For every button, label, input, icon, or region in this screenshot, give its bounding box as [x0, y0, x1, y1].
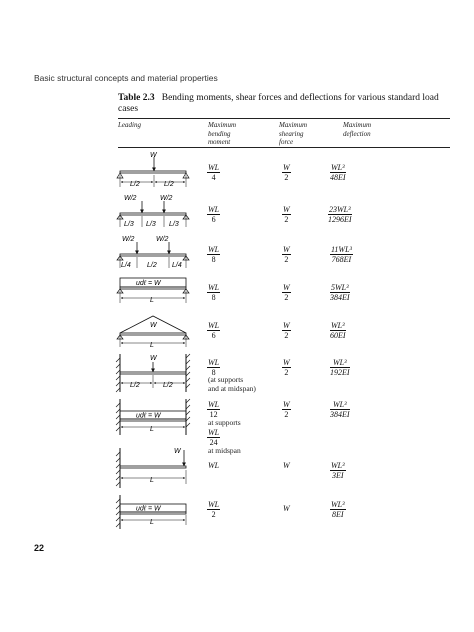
diagram-row-3	[118, 234, 188, 272]
label-udl: udℓ = W	[136, 505, 161, 513]
label-l: L	[150, 519, 154, 526]
row3-deflection: $\frac{\text{11WL³}}{768EI}$	[331, 245, 352, 264]
header-rule	[118, 147, 450, 148]
row1-moment: $\frac{WL}{4}$	[208, 163, 220, 182]
header-shear: Maximum shearing force	[279, 121, 307, 146]
row7-shear: $\frac{W}{2}$	[283, 400, 290, 419]
row5-deflection: $\frac{\text{WL³}}{60EI}$	[330, 321, 346, 340]
row6-moment: $\frac{WL}{8}$	[208, 358, 220, 377]
label-w2-d: W/2	[156, 236, 169, 243]
label-w: W	[150, 355, 157, 362]
label-l: L	[150, 477, 154, 484]
diagram-row-7	[114, 397, 192, 437]
row1-deflection: $\frac{\text{WL³}}{48EI}$	[330, 163, 346, 182]
top-rule	[118, 118, 450, 119]
diagram-row-4	[118, 276, 188, 308]
table-title: Bending moments, shear forces and deflections for various standard load cases	[118, 93, 439, 114]
label-l3-b: L/3	[146, 221, 156, 228]
label-l3-c: L/3	[169, 221, 179, 228]
label-l3-a: L/3	[124, 221, 134, 228]
diagram-row-5	[116, 313, 190, 349]
row2-deflection: $\frac{\text{23WL³}}{1296EI}$	[328, 205, 352, 224]
table-number: Table 2.3	[118, 93, 155, 103]
row7-moment-note: at supports	[208, 418, 241, 427]
row4-moment: $\frac{WL}{8}$	[208, 283, 220, 302]
row4-shear: $\frac{W}{2}$	[283, 283, 290, 302]
label-w2-a: W/2	[124, 195, 137, 202]
diagram-row-2	[118, 193, 188, 231]
row4-deflection: $\frac{\text{5WL³}}{384EI}$	[330, 283, 350, 302]
label-l2-c: L/2	[147, 262, 157, 269]
row3-shear: $\frac{W}{2}$	[283, 245, 290, 264]
row2-shear: $\frac{W}{2}$	[283, 205, 290, 224]
label-l2-b: L/2	[163, 382, 173, 389]
label-w2-b: W/2	[160, 195, 173, 202]
row9-moment: $\frac{WL}{2}$	[208, 500, 220, 519]
row6-moment-note: (at supports and at midspan)	[208, 375, 256, 393]
row2-moment: $\frac{WL}{6}$	[208, 205, 220, 224]
row8-shear: W	[283, 461, 290, 470]
row7-deflection: $\frac{\text{WL³}}{384EI}$	[330, 400, 350, 419]
row9-deflection: $\frac{\text{WL³}}{8EI}$	[331, 500, 345, 519]
row8-moment: WL	[208, 461, 220, 470]
label-l2-b: L/2	[164, 181, 174, 188]
row3-moment: $\frac{WL}{8}$	[208, 245, 220, 264]
label-l: L	[150, 297, 154, 304]
row9-shear: W	[283, 504, 290, 513]
header-deflection: Maximum deflection	[343, 121, 371, 138]
row7-moment2-note: at midspan	[208, 446, 241, 455]
diagram-row-8	[114, 446, 194, 490]
label-l: L	[150, 426, 154, 433]
diagram-row-9	[114, 493, 194, 531]
label-l2-a: L/2	[130, 181, 140, 188]
row7-moment-midspan: $\frac{WL}{24}$	[208, 428, 220, 447]
label-l4-a: L/4	[121, 262, 131, 269]
row7-moment: $\frac{WL}{12}$	[208, 400, 220, 419]
row6-deflection: $\frac{\text{WL³}}{192EI}$	[330, 358, 350, 377]
label-udl: udℓ = W	[136, 412, 161, 420]
running-head: Basic structural concepts and material properties	[34, 73, 218, 83]
label-w2-c: W/2	[122, 236, 135, 243]
header-loading: Leading	[118, 121, 141, 129]
label-w: W	[150, 152, 157, 159]
label-l4-b: L/4	[172, 262, 182, 269]
label-w: W	[150, 322, 157, 329]
page-number: 22	[34, 543, 45, 553]
header-moment: Maximum bending moment	[208, 121, 236, 146]
label-l2-a: L/2	[130, 382, 140, 389]
row6-shear: $\frac{W}{2}$	[283, 358, 290, 377]
row8-deflection: $\frac{\text{WL³}}{3EI}$	[331, 461, 345, 480]
table-caption	[118, 93, 448, 115]
label-l: L	[150, 342, 154, 349]
row1-shear: $\frac{W}{2}$	[283, 163, 290, 182]
row5-moment: $\frac{WL}{6}$	[208, 321, 220, 340]
diagram-row-1	[118, 151, 188, 191]
diagram-row-6	[114, 352, 192, 394]
label-udl: udℓ = W	[136, 280, 161, 287]
label-w: W	[174, 448, 181, 455]
row5-shear: $\frac{W}{2}$	[283, 321, 290, 340]
